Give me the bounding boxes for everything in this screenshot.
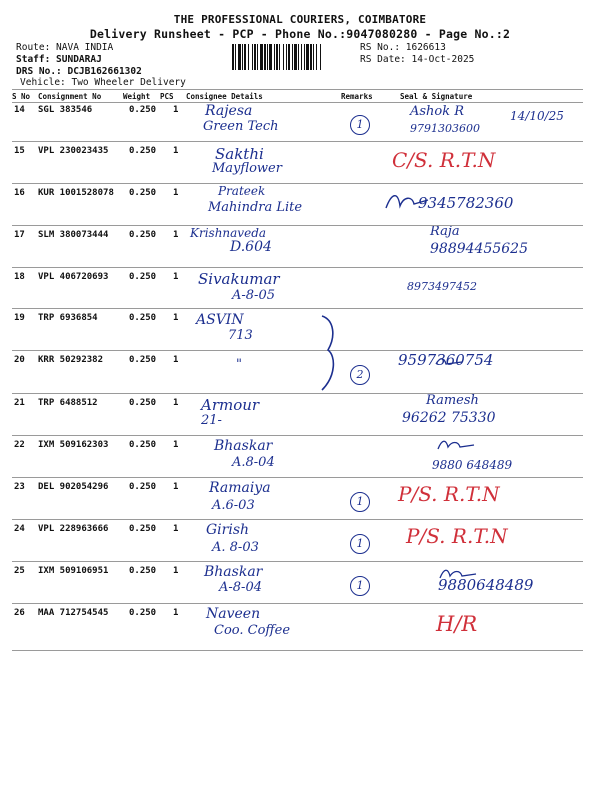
- signature-line-2: 96262 75330: [402, 410, 496, 426]
- barcode-bar: [244, 44, 246, 70]
- row-divider: [12, 477, 583, 478]
- barcode-bar: [304, 44, 305, 70]
- row-divider: [12, 308, 583, 309]
- col-consignment: Consignment No: [38, 92, 102, 101]
- signature-line-1: Ashok R: [410, 104, 465, 119]
- barcode-bar: [269, 44, 272, 70]
- barcode-bar: [306, 44, 309, 70]
- consignee-name: Krishnaveda: [190, 226, 267, 240]
- row-weight: 0.250: [129, 230, 157, 240]
- row-weight: 0.250: [129, 146, 157, 156]
- consignee-detail: Coo. Coffee: [214, 623, 291, 638]
- barcode-bar: [274, 44, 275, 70]
- consignee-detail: A.6-03: [212, 498, 255, 513]
- row-pcs: 1: [173, 272, 179, 282]
- consignee-detail: A-8-04: [219, 580, 262, 595]
- signature-scribble-25: [438, 566, 478, 582]
- barcode: [232, 44, 356, 70]
- signature-line-1: 9345782360: [418, 194, 514, 212]
- col-consignee: Consignee Details: [186, 92, 263, 101]
- row-sno: 16: [14, 188, 25, 198]
- barcode-bar: [313, 44, 314, 70]
- signature-line-1: H/R: [436, 612, 478, 636]
- row-pcs: 1: [173, 105, 179, 115]
- row-consignment-no: SLM 380073444: [38, 230, 109, 240]
- row-sno: 25: [14, 566, 25, 576]
- runsheet-title: Delivery Runsheet - PCP - Phone No.:9047080280 - Page No.:2: [89, 27, 511, 41]
- row-weight: 0.250: [129, 482, 157, 492]
- consignee-name: ": [236, 357, 242, 372]
- row-consignment-no: SGL 383546: [38, 105, 93, 115]
- row-consignment-no: KUR 1001528078: [38, 188, 114, 198]
- signature-line-1: 9880648489: [438, 576, 534, 594]
- row-divider: [12, 183, 583, 184]
- barcode-bar: [288, 44, 290, 70]
- remark-circle: 1: [350, 534, 370, 554]
- bracket-mark: [318, 314, 348, 394]
- row-pcs: 1: [173, 188, 179, 198]
- barcode-bar: [301, 44, 302, 70]
- row-consignment-no: KRR 50292382: [38, 355, 104, 365]
- signature-line-1: Ramesh: [426, 393, 479, 408]
- signature-line-1: P/S. R.T.N: [398, 482, 500, 506]
- drs-field: DRS No.: DCJB162661302: [16, 66, 142, 77]
- row-consignment-no: VPL 406720693: [38, 272, 109, 282]
- barcode-bar: [320, 44, 321, 70]
- barcode-bar: [316, 44, 317, 70]
- row-pcs: 1: [173, 608, 179, 618]
- col-sno: S No: [12, 92, 31, 101]
- row-consignment-no: IXM 509106951: [38, 566, 109, 576]
- barcode-bar: [257, 44, 258, 70]
- barcode-bar: [292, 44, 293, 70]
- consignee-detail: A.8-04: [232, 455, 275, 470]
- consignee-detail: 713: [228, 328, 253, 343]
- row-divider: [12, 267, 583, 268]
- row-weight: 0.250: [129, 313, 157, 323]
- signature-scribble-16: [384, 190, 430, 214]
- barcode-bar: [276, 44, 278, 70]
- row-weight: 0.250: [129, 188, 157, 198]
- row-consignment-no: TRP 6936854: [38, 313, 98, 323]
- consignee-name: Bhaskar: [214, 438, 273, 454]
- row-consignment-no: MAA 712754545: [38, 608, 109, 618]
- barcode-bar: [238, 44, 241, 70]
- row-pcs: 1: [173, 230, 179, 240]
- signature-line-1: Raja: [430, 224, 460, 239]
- row-sno: 20: [14, 355, 25, 365]
- col-seal: Seal & Signature: [400, 92, 473, 101]
- row-consignment-no: DEL 902054296: [38, 482, 109, 492]
- signature-line-1: P/S. R.T.N: [406, 524, 508, 548]
- row-divider: [12, 225, 583, 226]
- barcode-bar: [283, 44, 284, 70]
- row-sno: 22: [14, 440, 25, 450]
- row-pcs: 1: [173, 482, 179, 492]
- row-sno: 15: [14, 146, 25, 156]
- row-sno: 19: [14, 313, 25, 323]
- signature-line-1: 9597360754: [398, 351, 494, 369]
- barcode-bar: [286, 44, 287, 70]
- consignee-name: Sivakumar: [198, 270, 280, 288]
- consignee-name: Armour: [201, 396, 260, 414]
- row-divider: [12, 561, 583, 562]
- header-rule-bottom: [12, 102, 583, 103]
- row-weight: 0.250: [129, 398, 157, 408]
- row-weight: 0.250: [129, 105, 157, 115]
- consignee-name: Rajesa: [205, 103, 253, 119]
- consignee-detail: Mahindra Lite: [208, 200, 303, 215]
- col-weight: Weight: [123, 92, 151, 101]
- row-weight: 0.250: [129, 608, 157, 618]
- consignee-name: Girish: [206, 522, 250, 538]
- barcode-bar: [267, 44, 268, 70]
- consignee-name: Bhaskar: [204, 564, 263, 580]
- row-pcs: 1: [173, 440, 179, 450]
- row-sno: 14: [14, 105, 25, 115]
- row-sno: 21: [14, 398, 25, 408]
- barcode-bar: [252, 44, 253, 70]
- rs-date-field: RS Date: 14-Oct-2025: [360, 54, 475, 65]
- consignee-detail: Mayflower: [212, 161, 282, 176]
- row-pcs: 1: [173, 398, 179, 408]
- barcode-bar: [260, 44, 263, 70]
- row-sno: 24: [14, 524, 25, 534]
- row-consignment-no: VPL 228963666: [38, 524, 109, 534]
- row-consignment-no: VPL 230023435: [38, 146, 109, 156]
- barcode-bar: [310, 44, 312, 70]
- row-weight: 0.250: [129, 440, 157, 450]
- col-pcs: PCS: [160, 92, 174, 101]
- row-sno: 17: [14, 230, 25, 240]
- barcode-bar: [242, 44, 243, 70]
- signature-line-2: 98894455625: [430, 241, 528, 257]
- barcode-bar: [264, 44, 266, 70]
- remark-circle: 2: [350, 365, 370, 385]
- row-sno: 26: [14, 608, 25, 618]
- consignee-name: ASVIN: [196, 312, 244, 328]
- signature-line-1: C/S. R.T.N: [392, 148, 496, 172]
- row-divider: [12, 350, 583, 351]
- row-sno: 18: [14, 272, 25, 282]
- consignee-name: Sakthi: [215, 145, 264, 163]
- row-consignment-no: TRP 6488512: [38, 398, 98, 408]
- staff-field: Staff: SUNDARAJ: [16, 54, 102, 65]
- row-pcs: 1: [173, 524, 179, 534]
- row-divider: [12, 435, 583, 436]
- row-divider: [12, 519, 583, 520]
- remark-circle: 1: [350, 576, 370, 596]
- signature-line-2: 9791303600: [410, 122, 480, 135]
- barcode-bar: [294, 44, 297, 70]
- row-pcs: 1: [173, 355, 179, 365]
- row-divider: [12, 141, 583, 142]
- company-title: THE PROFESSIONAL COURIERS, COIMBATORE: [173, 13, 427, 26]
- vehicle-field: Vehicle: Two Wheeler Delivery: [20, 77, 186, 88]
- consignee-detail: Green Tech: [203, 119, 279, 134]
- route-field: Route: NAVA INDIA: [16, 42, 114, 53]
- barcode-bar: [298, 44, 299, 70]
- barcode-bar: [235, 44, 236, 70]
- barcode-bar: [248, 44, 249, 70]
- barcode-bar: [232, 44, 234, 70]
- remark-circle: 1: [350, 115, 370, 135]
- row-divider: [12, 393, 583, 394]
- signature-line-1: 8973497452: [407, 280, 477, 293]
- row-weight: 0.250: [129, 272, 157, 282]
- consignee-detail: A-8-05: [232, 288, 275, 303]
- row-consignment-no: IXM 509162303: [38, 440, 109, 450]
- row-weight: 0.250: [129, 566, 157, 576]
- row-weight: 0.250: [129, 524, 157, 534]
- signature-scribble-22: [436, 437, 476, 453]
- consignee-name: Prateek: [218, 184, 266, 198]
- signature-scribble-20: [434, 356, 464, 368]
- barcode-bar: [279, 44, 280, 70]
- rs-no-field: RS No.: 1626613: [360, 42, 446, 53]
- row-sno: 23: [14, 482, 25, 492]
- consignee-name: Ramaiya: [209, 480, 271, 496]
- header-rule-top: [12, 89, 583, 90]
- row-pcs: 1: [173, 146, 179, 156]
- row-pcs: 1: [173, 566, 179, 576]
- signature-date: 14/10/25: [510, 109, 564, 123]
- consignee-detail: D.604: [230, 239, 272, 255]
- signature-line-1: 9880 648489: [432, 458, 513, 472]
- remark-circle: 1: [350, 492, 370, 512]
- col-remarks: Remarks: [341, 92, 373, 101]
- consignee-detail: 21-: [201, 413, 222, 428]
- consignee-detail: A. 8-03: [212, 540, 259, 555]
- row-pcs: 1: [173, 313, 179, 323]
- row-weight: 0.250: [129, 355, 157, 365]
- barcode-bar: [254, 44, 256, 70]
- table-bottom-rule: [12, 650, 583, 651]
- row-divider: [12, 603, 583, 604]
- consignee-name: Naveen: [206, 606, 261, 622]
